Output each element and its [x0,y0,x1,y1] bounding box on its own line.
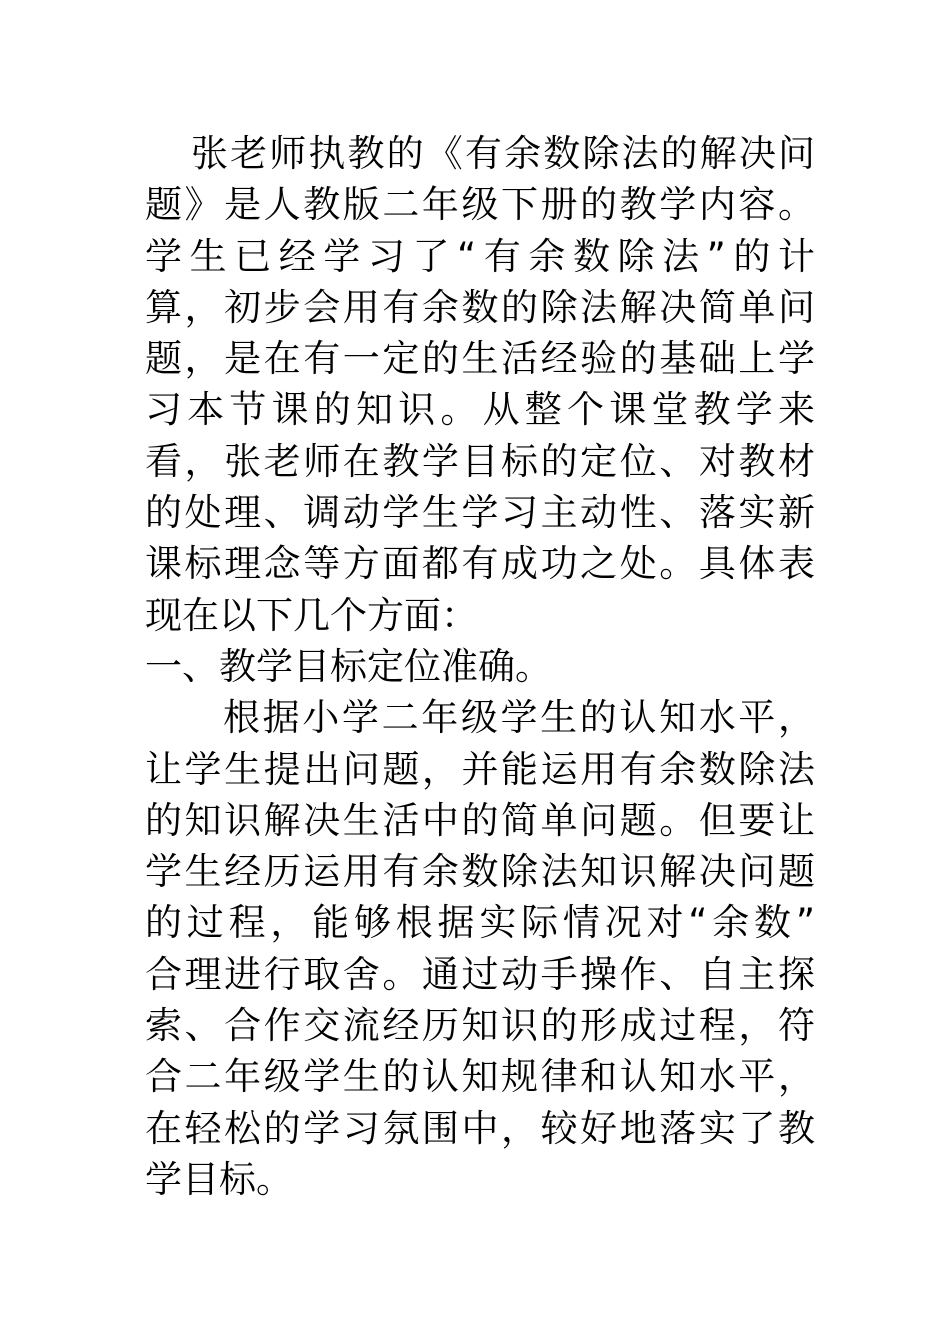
paragraph-2-line-1: 根据小学二年级学生的认知水平， [223,696,815,740]
paragraph-2-line-3: 的知识解决生活中的简单问题。但要让 [145,798,815,842]
paragraph-1-line-1: 张老师执教的《有余数除法的解决问 [191,132,815,175]
paragraph-1-line-5: 题，是在有一定的生活经验的基础上学 [145,337,815,381]
paragraph-2-line-8: 合二年级学生的认知规律和认知水平， [145,1055,815,1099]
paragraph-1-line-9: 课标理念等方面都有成功之处。具体表 [145,542,815,586]
paragraph-1-line-4: 算，初步会用有余数的除法解决简单问 [145,285,815,329]
document-body [145,128,815,1205]
paragraph-2-line-7: 索、合作交流经历知识的形成过程，符 [145,1004,815,1048]
paragraph-2-line-5: 的过程，能够根据实际情况对“余数” [145,901,815,945]
paragraph-1-line-10: 现在以下几个方面： [145,593,478,637]
paragraph-2-line-6: 合理进行取舍。通过动手操作、自主探 [145,952,815,996]
paragraph-1-line-2: 题》是人教版二年级下册的教学内容。 [145,183,815,227]
paragraph-1-line-7: 看，张老师在教学目标的定位、对教材 [145,439,815,483]
paragraph-1-line-8: 的处理、调动学生学习主动性、落实新 [145,491,815,535]
section-heading: 一、教学目标定位准确。 [145,644,552,688]
paragraph-1-line-6: 习本节课的知识。从整个课堂教学来 [145,388,815,432]
paragraph-2-line-10: 学目标。 [145,1157,293,1201]
paragraph-2-line-9: 在轻松的学习氛围中，较好地落实了教 [145,1106,815,1150]
paragraph-1-line-3: 学生已经学习了“有余数除法”的计 [145,234,815,278]
paragraph-2-line-4: 学生经历运用有余数除法知识解决问题 [145,850,815,894]
paragraph-2-line-2: 让学生提出问题，并能运用有余数除法 [145,747,815,791]
